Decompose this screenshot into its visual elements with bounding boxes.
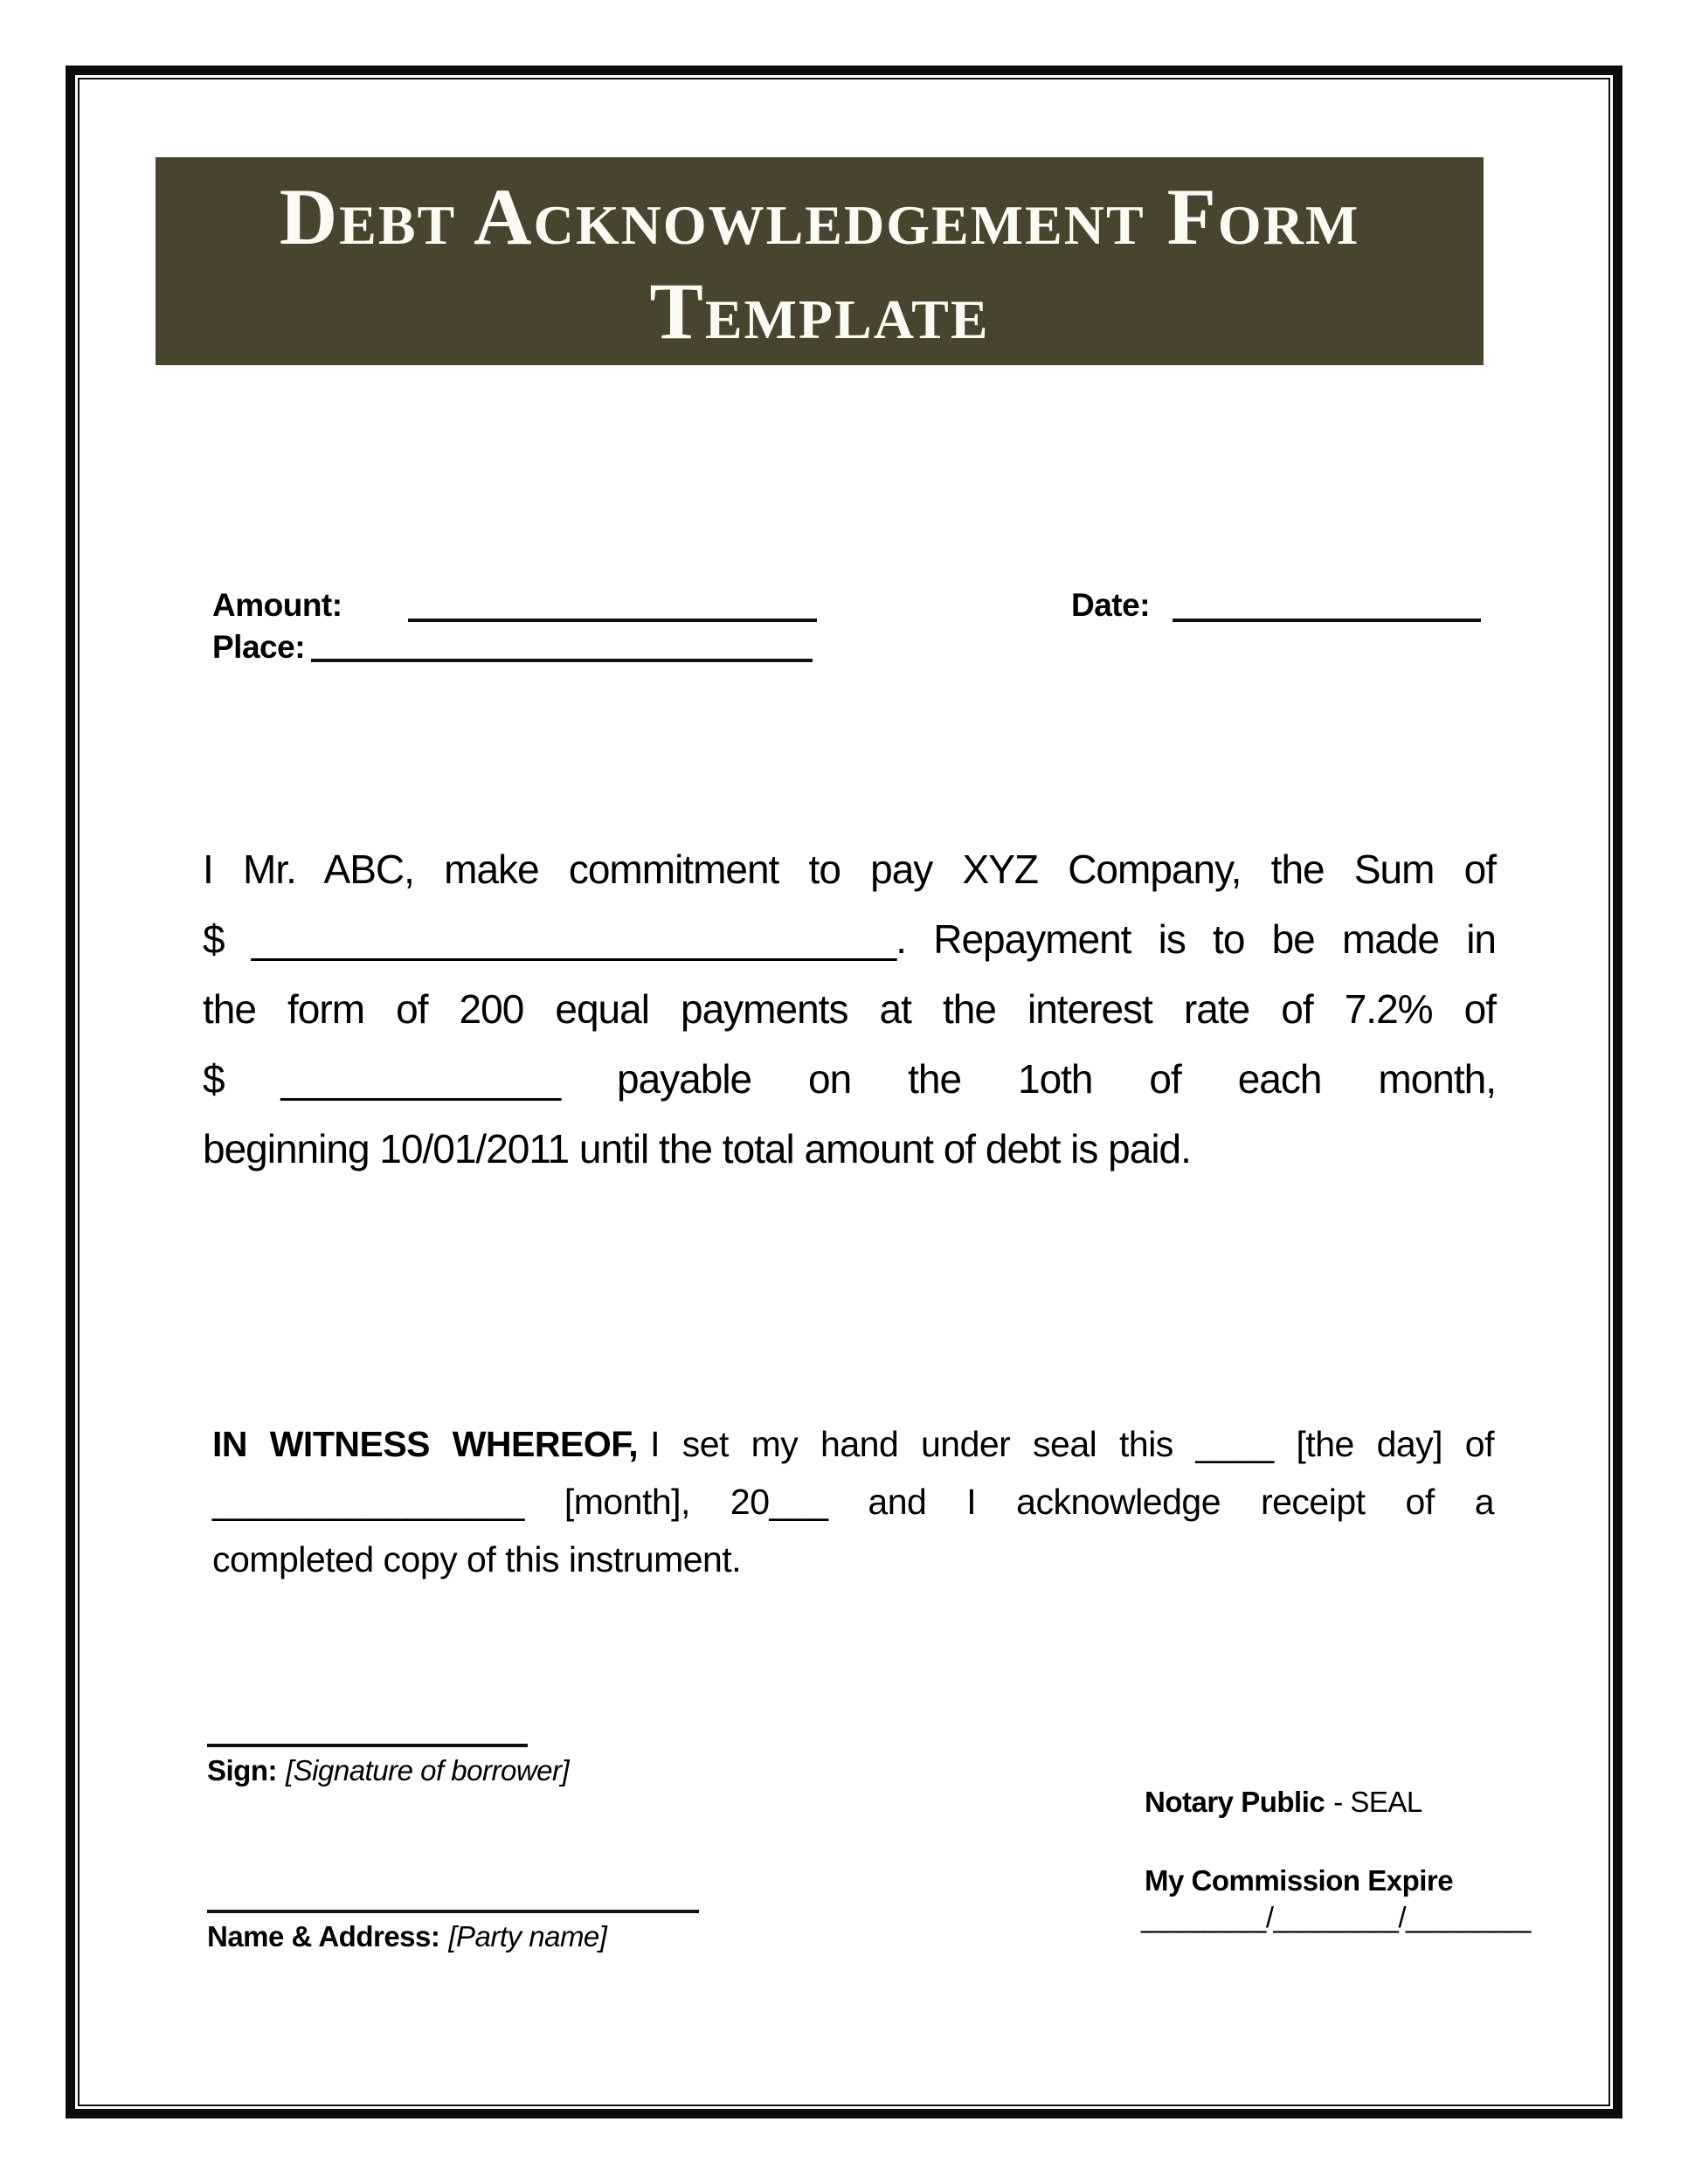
commitment-line: beginning 10/01/2011 until the total amount of debt is paid. — [203, 1126, 1191, 1171]
witness-line — [212, 1415, 1494, 1473]
signature-blank-line — [207, 1744, 528, 1747]
date-label: Date: — [1071, 587, 1151, 623]
commitment-line: $ ______________________________. Repayment is to be made in — [203, 916, 1496, 962]
witness-bold-intro: IN WITNESS WHEREOF, — [212, 1424, 639, 1464]
witness-paragraph — [212, 1415, 1494, 1588]
place-blank-line — [311, 659, 813, 662]
sign-label: Sign: — [207, 1754, 277, 1787]
amount-label: Amount: — [212, 587, 342, 623]
commitment-line: the form of 200 equal payments at the interest rate of 7.2% of — [203, 986, 1496, 1032]
name-address-label: Name & Address: — [207, 1920, 440, 1952]
amount-blank-line — [408, 619, 817, 622]
commitment-line: I Mr. ABC, make commitment to pay XYZ Company, the Sum of — [203, 847, 1496, 892]
notary-public-label: Notary Public — [1145, 1786, 1325, 1818]
witness-line: completed copy of this instrument. — [212, 1539, 742, 1579]
signature-caption — [207, 1754, 569, 1787]
commission-expire-label: My Commission Expire — [1145, 1864, 1454, 1897]
notary-caption — [1145, 1786, 1422, 1819]
page-title-line2: Template — [649, 266, 990, 356]
witness-line: ________________ [month], 20___ and I acknowledge receipt of a — [212, 1482, 1494, 1522]
sign-value: [Signature of borrower] — [285, 1754, 570, 1787]
notary-seal-suffix: - SEAL — [1333, 1786, 1422, 1818]
date-blank-line — [1173, 619, 1481, 622]
title-banner — [156, 157, 1484, 365]
name-address-caption — [207, 1920, 606, 1953]
place-label: Place: — [212, 629, 306, 665]
witness-line1-rest: I set my hand under seal this ____ [the day] of — [650, 1424, 1494, 1464]
name-address-value: [Party name] — [448, 1920, 607, 1952]
commitment-line: $ _____________ payable on the 1oth of each month, — [203, 1056, 1496, 1102]
commission-date-blanks: ________/________/________ — [1141, 1901, 1531, 1933]
page-title-line1: Debt Acknowledgement Form — [279, 172, 1360, 261]
commitment-paragraph — [203, 834, 1496, 1184]
name-blank-line — [207, 1910, 699, 1913]
